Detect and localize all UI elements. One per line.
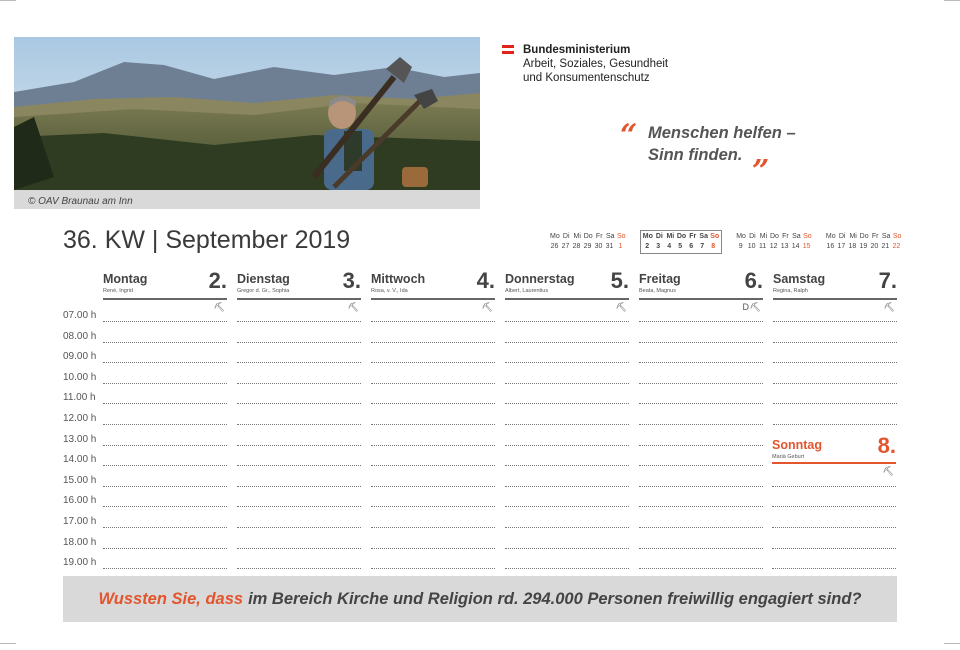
mini-date: 19 xyxy=(859,243,868,250)
hour-label: 13.00 h xyxy=(63,433,97,445)
sunday-number: 8. xyxy=(877,433,896,458)
close-quote-mark: ” xyxy=(752,154,770,189)
entry-line[interactable] xyxy=(237,527,361,528)
crop-mark xyxy=(0,0,16,1)
day-name: Montag xyxy=(103,272,148,286)
entry-line[interactable] xyxy=(639,403,763,404)
hour-label: 17.00 h xyxy=(63,516,97,527)
mini-calendars xyxy=(550,232,902,254)
day-number: 4. xyxy=(476,268,495,293)
hour-label: 10.00 h xyxy=(63,371,97,383)
day-saints: Regina, Ralph xyxy=(773,288,808,294)
hour-label: 16.00 h xyxy=(63,495,97,507)
entry-line[interactable] xyxy=(237,548,361,549)
mini-weekday: Di xyxy=(838,233,846,240)
entry-line[interactable] xyxy=(773,383,897,384)
entry-line[interactable] xyxy=(103,403,227,404)
mini-weekday: Do xyxy=(676,233,687,240)
entry-line[interactable] xyxy=(772,548,896,549)
hour-label: 19.00 h xyxy=(63,557,97,569)
entry-line[interactable] xyxy=(773,342,897,343)
mini-weekday: Mi xyxy=(849,233,857,240)
entry-line[interactable] xyxy=(639,445,763,446)
mini-weekday: Mi xyxy=(573,233,581,240)
mini-date: 2 xyxy=(645,243,650,250)
day-name: Donnerstag xyxy=(505,272,575,286)
landscape-photo xyxy=(14,37,480,190)
day-name: Samstag xyxy=(773,272,826,286)
entry-line[interactable] xyxy=(103,548,227,549)
entry-line[interactable] xyxy=(505,403,629,404)
entry-line[interactable] xyxy=(639,383,763,384)
mini-date: 17 xyxy=(837,243,846,250)
mini-weekday: Di xyxy=(655,233,663,240)
entry-line[interactable] xyxy=(237,486,361,487)
mini-weekday: Mo xyxy=(736,233,746,240)
mini-date: 14 xyxy=(791,243,800,250)
entry-line[interactable] xyxy=(639,424,763,425)
mini-date: 1 xyxy=(618,243,623,250)
entry-line[interactable] xyxy=(371,362,495,363)
entry-line[interactable] xyxy=(371,321,495,322)
entry-line[interactable] xyxy=(371,403,495,404)
mini-weekday: Mo xyxy=(550,233,560,240)
austrian-flag-icon xyxy=(502,45,514,54)
day-column xyxy=(103,268,227,312)
sunday-name: Sonntag xyxy=(772,438,822,452)
entry-line[interactable] xyxy=(639,342,763,343)
day-column xyxy=(237,268,361,312)
entry-line[interactable] xyxy=(371,527,495,528)
entry-line[interactable] xyxy=(103,465,227,466)
entry-line[interactable] xyxy=(639,568,763,569)
sowing-person-icon: ⛏ xyxy=(883,302,895,312)
mini-calendar-week xyxy=(550,232,626,254)
mini-date: 10 xyxy=(747,243,756,250)
hour-label: 14.00 h xyxy=(63,454,97,466)
day-number: 5. xyxy=(610,268,629,293)
entry-line[interactable] xyxy=(103,568,227,569)
entry-line[interactable] xyxy=(237,383,361,384)
sunday-saints: Mariä Geburt xyxy=(772,454,805,460)
entry-line[interactable] xyxy=(639,362,763,363)
entry-line[interactable] xyxy=(639,465,763,466)
day-column xyxy=(371,268,495,312)
day-name: Dienstag xyxy=(237,272,290,286)
mini-weekday: Fr xyxy=(782,233,789,240)
entry-line[interactable] xyxy=(772,527,896,528)
footer-text: im Bereich Kirche und Religion rd. 294.000 Personen freiwillig engagiert sind? xyxy=(248,589,862,608)
mini-date: 8 xyxy=(711,243,716,250)
entry-line[interactable] xyxy=(773,403,897,404)
sowing-person-icon: ⛏ xyxy=(347,302,359,312)
entry-line[interactable] xyxy=(237,362,361,363)
crop-mark xyxy=(944,0,960,1)
mini-weekday: Mi xyxy=(666,233,675,240)
mini-date: 27 xyxy=(561,243,570,250)
entry-line[interactable] xyxy=(505,321,629,322)
crop-mark xyxy=(0,643,16,644)
mini-date: 30 xyxy=(594,243,603,250)
mini-date: 11 xyxy=(759,243,767,250)
day-name: Freitag xyxy=(639,272,681,286)
mini-date: 26 xyxy=(550,243,559,250)
ministry-line-1: Bundesministerium xyxy=(523,44,631,56)
quote xyxy=(620,118,796,189)
entry-line[interactable] xyxy=(103,527,227,528)
mini-weekday: Fr xyxy=(595,233,603,240)
mini-date: 20 xyxy=(870,243,879,250)
mini-weekday: Sa xyxy=(881,233,891,240)
mini-date: 29 xyxy=(583,243,592,250)
mini-date: 12 xyxy=(769,243,778,250)
ministry-line-2: Arbeit, Soziales, Gesundheit xyxy=(523,58,669,70)
entry-line[interactable] xyxy=(237,568,361,569)
day-saints: Rosa, v. V., Ida xyxy=(371,288,408,294)
entry-line[interactable] xyxy=(505,527,629,528)
entry-line[interactable] xyxy=(505,548,629,549)
entry-line[interactable] xyxy=(505,506,629,507)
mini-weekday: So xyxy=(803,233,812,240)
mini-weekday: Mo xyxy=(825,233,836,240)
entry-line[interactable] xyxy=(103,383,227,384)
entry-line[interactable] xyxy=(371,383,495,384)
day-number: 3. xyxy=(342,268,361,293)
entry-line[interactable] xyxy=(103,424,227,425)
footer-fact xyxy=(63,576,897,622)
day-column xyxy=(639,268,763,312)
mini-weekday: So xyxy=(892,233,902,240)
entry-line[interactable] xyxy=(237,403,361,404)
entry-line[interactable] xyxy=(505,486,629,487)
entry-line[interactable] xyxy=(772,568,896,569)
entry-line[interactable] xyxy=(772,486,896,487)
day-saints: Beata, Magnus xyxy=(639,288,676,294)
day-saints: René, Ingrid xyxy=(103,288,133,294)
entry-line[interactable] xyxy=(371,506,495,507)
hour-label: 07.00 h xyxy=(63,310,97,321)
mini-date: 4 xyxy=(667,243,672,250)
entry-line[interactable] xyxy=(371,486,495,487)
entry-line[interactable] xyxy=(505,342,629,343)
mini-date: 16 xyxy=(826,243,835,250)
sowing-person-icon: ⛏ xyxy=(615,302,627,312)
entry-line[interactable] xyxy=(103,445,227,446)
mini-weekday: Sa xyxy=(792,233,801,240)
photo-credit: © OAV Braunau am Inn xyxy=(28,196,133,207)
entry-line[interactable] xyxy=(773,321,897,322)
footer-highlight: Wussten Sie, dass xyxy=(98,589,244,608)
entry-line[interactable] xyxy=(773,362,897,363)
entry-line[interactable] xyxy=(639,486,763,487)
entry-line[interactable] xyxy=(371,445,495,446)
mini-date: 3 xyxy=(656,243,661,250)
mini-date: 15 xyxy=(802,243,811,250)
mountain-hiker-image xyxy=(14,37,480,190)
entry-line[interactable] xyxy=(371,424,495,425)
entry-line[interactable] xyxy=(639,527,763,528)
day-number: 7. xyxy=(878,268,897,293)
mini-date: 22 xyxy=(892,243,901,250)
mini-weekday: So xyxy=(616,233,626,240)
entry-line[interactable] xyxy=(103,506,227,507)
entry-line[interactable] xyxy=(103,321,227,322)
entry-line[interactable] xyxy=(237,445,361,446)
mini-weekday: Fr xyxy=(689,233,697,240)
mini-date: 28 xyxy=(572,243,581,250)
quote-line-1: Menschen helfen – xyxy=(648,124,796,142)
quote-line-2: Sinn finden. xyxy=(648,146,743,164)
hour-label: 15.00 h xyxy=(63,474,97,486)
entry-line[interactable] xyxy=(237,321,361,322)
hour-label: 11.00 h xyxy=(63,392,96,404)
entry-line[interactable] xyxy=(505,362,629,363)
entry-line[interactable] xyxy=(639,506,763,507)
mini-weekday: Do xyxy=(769,233,779,240)
mini-weekday: Di xyxy=(749,233,756,240)
mini-date: 5 xyxy=(678,243,683,250)
entry-line[interactable] xyxy=(371,342,495,343)
entry-line[interactable] xyxy=(772,506,896,507)
entry-line[interactable] xyxy=(237,506,361,507)
hour-label: 18.00 h xyxy=(63,536,97,548)
hour-label: 09.00 h xyxy=(63,351,97,363)
entry-line[interactable] xyxy=(237,424,361,425)
day-number: 6. xyxy=(744,268,763,293)
entry-line[interactable] xyxy=(639,321,763,322)
crop-mark xyxy=(944,643,960,644)
sunday-block xyxy=(772,433,896,476)
sowing-person-icon: ⛏ xyxy=(882,466,894,476)
entry-line[interactable] xyxy=(639,548,763,549)
entry-line[interactable] xyxy=(103,362,227,363)
mini-weekday: Sa xyxy=(699,233,708,240)
day-column xyxy=(773,268,897,312)
mini-date: 21 xyxy=(881,243,890,250)
photo-panel xyxy=(14,37,480,209)
day-column xyxy=(505,268,629,312)
day-number: 2. xyxy=(208,268,227,293)
entry-line[interactable] xyxy=(505,568,629,569)
sowing-person-icon: ⛏ xyxy=(749,302,761,312)
mini-weekday: Do xyxy=(583,233,593,240)
hour-label: 08.00 h xyxy=(63,330,97,342)
mini-weekday: So xyxy=(710,233,720,240)
entry-line[interactable] xyxy=(371,548,495,549)
entry-line[interactable] xyxy=(103,486,227,487)
mini-calendar-week xyxy=(826,232,902,254)
mini-date: 6 xyxy=(689,243,694,250)
day-saints: Gregor d. Gr., Sophia xyxy=(237,288,290,294)
mini-date: 18 xyxy=(848,243,857,250)
mini-date: 31 xyxy=(605,243,614,250)
mini-date: 9 xyxy=(738,243,743,250)
ministry-line-3: und Konsumentenschutz xyxy=(523,72,650,84)
mini-weekday: Mi xyxy=(759,233,768,240)
first-quarter-moon-icon: D xyxy=(742,302,749,312)
mini-date: 13 xyxy=(780,243,789,250)
mini-weekday: Sa xyxy=(605,233,615,240)
ministry-logo xyxy=(502,43,668,85)
day-saints: Albert, Laurentius xyxy=(505,288,549,294)
entry-line[interactable] xyxy=(505,465,629,466)
day-name: Mittwoch xyxy=(371,272,426,286)
sowing-person-icon: ⛏ xyxy=(213,302,225,312)
open-quote-mark: “ xyxy=(620,118,638,153)
mini-date: 7 xyxy=(700,243,705,250)
mini-weekday: Di xyxy=(562,233,570,240)
week-title: 36. KW | September 2019 xyxy=(63,226,351,254)
entry-line[interactable] xyxy=(505,445,629,446)
entry-line[interactable] xyxy=(773,424,897,425)
entry-line[interactable] xyxy=(237,342,361,343)
sowing-person-icon: ⛏ xyxy=(481,302,493,312)
entry-line[interactable] xyxy=(505,383,629,384)
mini-calendar-week xyxy=(736,232,812,254)
entry-line[interactable] xyxy=(371,465,495,466)
mini-weekday: Do xyxy=(859,233,869,240)
hour-label: 12.00 h xyxy=(63,413,97,424)
entry-line[interactable] xyxy=(237,465,361,466)
entry-line[interactable] xyxy=(505,424,629,425)
entry-line[interactable] xyxy=(103,342,227,343)
mini-weekday: Fr xyxy=(871,233,879,240)
mini-calendar-week xyxy=(640,230,722,254)
entry-line[interactable] xyxy=(371,568,495,569)
mini-weekday: Mo xyxy=(642,233,653,240)
